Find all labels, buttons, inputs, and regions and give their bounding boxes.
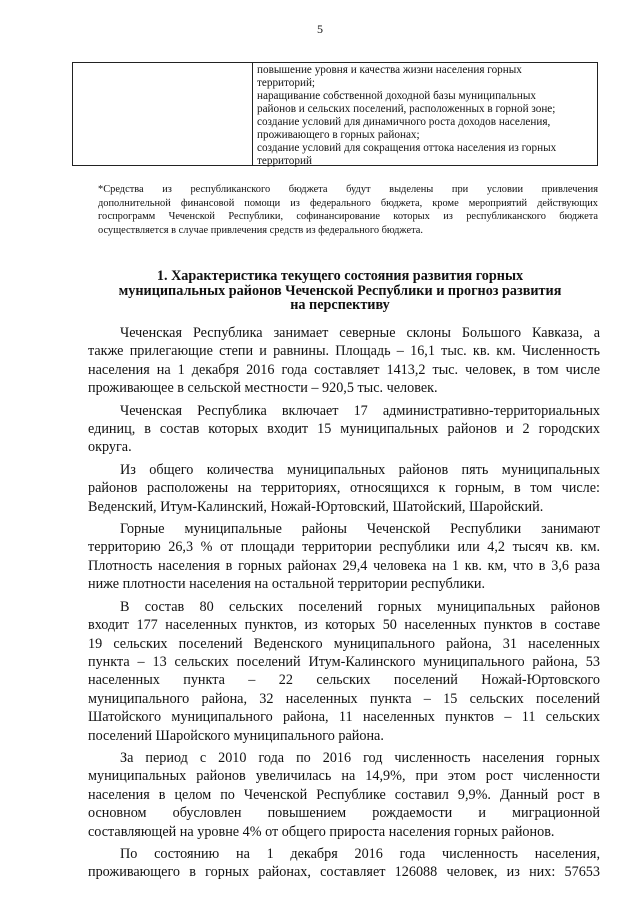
paragraph-population-2016 <box>88 845 600 882</box>
text-line: 19 сельских поселений Веденского муниципального района, 31 населенных <box>88 635 600 652</box>
table-line: территорий; <box>257 77 316 89</box>
footnote <box>98 183 598 237</box>
table-line: повышение уровня и качества жизни населения горных <box>257 64 522 76</box>
paragraph-area-density <box>88 520 600 594</box>
text-line: Плотность населения в горных районах 29,4 человека на 1 кв. км, что в 3,6 раза <box>88 557 600 574</box>
text-line: единиц, в состав которых входит 15 муниципальных районов и 2 городских <box>88 421 600 438</box>
table-line: территорий <box>257 155 312 167</box>
section-title-line: на перспективу <box>290 297 390 313</box>
section-title <box>80 269 600 313</box>
text-line: проживающее в сельской местности – 920,5 тыс. человек. <box>88 380 438 397</box>
text-line: Шатойского муниципального района, 11 населенных пунктов – 11 сельских <box>88 709 600 726</box>
paragraph-mountain-districts <box>88 461 600 516</box>
section-title-line: 1. Характеристика текущего состояния развития горных <box>156 268 524 284</box>
text-line: основном обусловлен повышением рождаемости и миграционной <box>88 805 600 822</box>
text-line: Веденский, Итум-Калинский, Ножай-Юртовский, Шатойский, Шаройский. <box>88 498 544 515</box>
text-line: Чеченская Республика занимает северные склоны Большого Кавказа, а <box>120 325 600 341</box>
paragraph-admin-units <box>88 402 600 457</box>
text-line: В состав 80 сельских поселений горных муниципальных районов <box>120 598 600 615</box>
table-line: проживающего в горных районах; <box>257 129 420 141</box>
paragraph-settlements <box>88 598 600 745</box>
text-line: Из общего количества муниципальных районов пять муниципальных <box>120 461 600 478</box>
footnote-line: дополнительной финансовой помощи из федерального бюджета, кроме мероприятий действующих <box>98 197 598 209</box>
paragraph-territory <box>88 324 600 398</box>
section-title-line: муниципальных районов Чеченской Республики и прогноз развития <box>118 282 562 299</box>
text-line: муниципальных районов увеличилась на 14,9%, при этом рост численности <box>88 768 600 785</box>
text-line: населения в целом по Чеченской Республике составил 9,9%. Данный рост в <box>88 786 600 803</box>
footnote-line: *Средства из республиканского бюджета будут выделены при условии привлечения <box>98 184 598 195</box>
text-line: входит 177 населенных пунктов, из которых 50 населенных пунктов в составе <box>88 617 600 634</box>
table-line: создание условий для динамичного роста доходов населения, <box>257 116 551 128</box>
table-line: создание условий для сокращения оттока населения из горных <box>257 142 557 154</box>
text-line: За период с 2010 года по 2016 год численность населения горных <box>120 749 600 766</box>
body-text <box>88 324 600 886</box>
table-line: наращивание собственной доходной базы муниципальных <box>257 90 536 102</box>
text-line: также прилегающие степи и равнины. Площадь – 16,1 тыс. кв. км. Численность <box>88 343 600 360</box>
continuation-table <box>72 62 598 166</box>
text-line: составляющей на уровне 4% от общего прироста населения горных районов. <box>88 823 555 840</box>
table-right-cell <box>253 63 597 165</box>
text-line: территорию 26,3 % от площади территории республики или 4,2 тысяч кв. км. <box>88 539 600 556</box>
text-line: ниже плотности населения на остальной территории республики. <box>88 576 486 593</box>
table-line: районов и сельских поселений, расположенных в горной зоне; <box>257 103 556 115</box>
footnote-line: госпрограмм Чеченской Республики, софинансирование которых из республиканского бюджета <box>98 211 598 222</box>
table-left-cell <box>73 63 253 165</box>
text-line: проживающего в горных районах, составляет 126088 человек, из них: 57653 <box>88 864 600 881</box>
text-line: населенных пункта – 22 сельских поселений Ножай-Юртовского <box>88 672 600 689</box>
text-line: населения на 1 декабря 2016 года составляет 1413,2 тыс. человек, в том числе <box>88 361 600 378</box>
text-line: Горные муниципальные районы Чеченской Республики занимают <box>120 521 600 538</box>
text-line: пункта – 13 сельских поселений Итум-Калинского муниципального района, 53 <box>88 653 600 670</box>
text-line: По состоянию на 1 декабря 2016 года численность населения, <box>120 845 600 862</box>
page-number: 5 <box>317 22 323 36</box>
text-line: муниципального района, 32 населенных пункта – 15 сельских поселений <box>88 690 600 707</box>
text-line: Чеченская Республика включает 17 административно-территориальных <box>120 402 600 419</box>
footnote-line: осуществляется в случае привлечения средств из федерального бюджета. <box>98 224 423 236</box>
text-line: округа. <box>88 439 132 456</box>
paragraph-population-growth <box>88 749 600 841</box>
text-line: поселений Шаройского муниципального района. <box>88 727 384 744</box>
text-line: районов расположены на территориях, относящихся к горным, в том числе: <box>88 480 600 497</box>
